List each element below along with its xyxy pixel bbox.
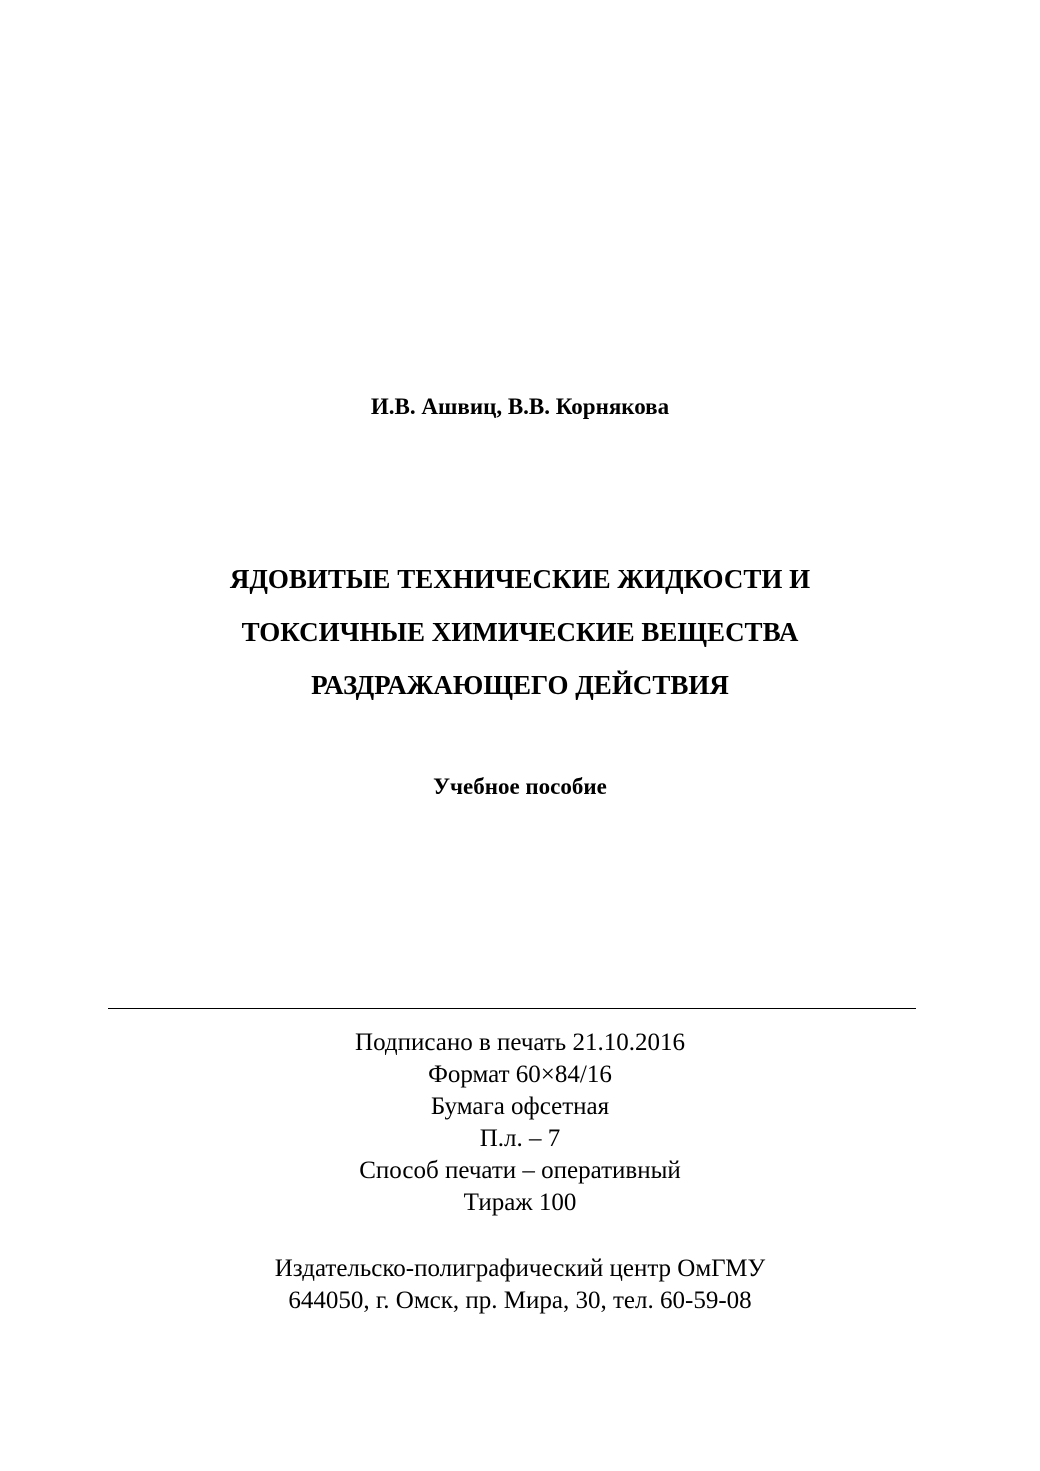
book-title [0, 553, 1040, 712]
imprint-sheets: П.л. – 7 [479, 1125, 561, 1152]
imprint-format: Формат 60×84/16 [428, 1061, 612, 1088]
imprint-info [0, 1027, 1040, 1219]
title-line: ЯДОВИТЫЕ ТЕХНИЧЕСКИЕ ЖИДКОСТИ И [229, 564, 811, 594]
publisher-name: Издательско-полиграфический центр ОмГМУ [274, 1255, 766, 1282]
imprint-signed: Подписано в печать 21.10.2016 [355, 1029, 685, 1056]
imprint-circulation: Тираж 100 [463, 1189, 577, 1216]
publisher-address: 644050, г. Омск, пр. Мира, 30, тел. 60-59-08 [288, 1287, 752, 1314]
publisher-info [0, 1253, 1040, 1317]
imprint-paper: Бумага офсетная [430, 1093, 610, 1120]
book-type: Учебное пособие [433, 774, 607, 799]
divider [108, 1008, 916, 1009]
title-line: РАЗДРАЖАЮЩЕГО ДЕЙСТВИЯ [311, 670, 729, 700]
imprint-printing: Способ печати – оперативный [359, 1157, 681, 1184]
authors: И.В. Ашвиц, В.В. Корнякова [370, 394, 670, 419]
title-line: ТОКСИЧНЫЕ ХИМИЧЕСКИЕ ВЕЩЕСТВА [241, 617, 799, 647]
